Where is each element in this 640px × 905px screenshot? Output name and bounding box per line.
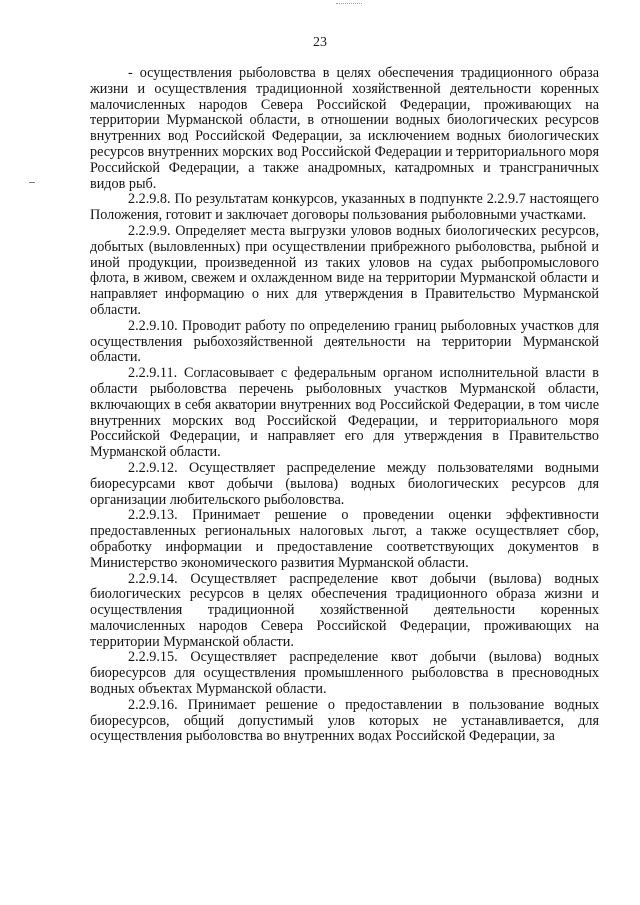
body-text bbox=[90, 66, 599, 745]
paragraph-2-2-9-8: 2.2.9.8. По результатам конкурсов, указанных в подпункте 2.2.9.7 настоящего Положения, готовит и заключает договоры пользования рыболовными участками. bbox=[90, 191, 599, 224]
paragraph-2-2-9-10: 2.2.9.10. Проводит работу по определению границ рыболовных участков для осуществления рыбохозяйственной деятельности на территории Мурманской области. bbox=[90, 317, 599, 366]
margin-mark bbox=[29, 182, 35, 183]
top-edge-fragment bbox=[336, 0, 362, 4]
paragraph-2-2-9-12: 2.2.9.12. Осуществляет распределение между пользователями водными биоресурсами квот добычи (вылова) водных биологических ресурсов для организации любительского рыболовства. bbox=[90, 459, 599, 508]
paragraph-2-2-9-15: 2.2.9.15. Осуществляет распределение квот добычи (вылова) водных биоресурсов для осуществления промышленного рыболовства в пресноводных водных объектах Мурманской области. bbox=[90, 649, 599, 698]
paragraph-2-2-9-13: 2.2.9.13. Принимает решение о проведении оценки эффективности предоставленных региональных налоговых льгот, а также осуществляет сбор, обработку информации и предоставление соответствующих документов в Министерство экономического развития Мурманской области. bbox=[90, 507, 599, 571]
paragraph-list-item: - осуществления рыболовства в целях обеспечения традиционного образа жизни и осуществления традиционной хозяйственной деятельности коренных малочисленных народов Севера Российской Федерации, проживающих на территории Мурманской области, в отношении водных биологических ресурсов внутренних вод Российской Федерации, за исключением водных биологических ресурсов внутренних морских вод Российской Федерации и территориального моря Российской Федерации, а также анадромных, катадромных и трансграничных видов рыб. bbox=[90, 65, 599, 192]
paragraph-2-2-9-9: 2.2.9.9. Определяет места выгрузки уловов водных биологических ресурсов, добытых (выловленных) при осуществлении прибрежного рыболовства, рыбной и иной продукции, произведенной из таких уловов на судах рыбопромыслового флота, в живом, свежем и охлажденном виде на территории Мурманской области и направляет информацию о них для утверждения в Правительство Мурманской области. bbox=[90, 222, 599, 318]
page-number: 23 bbox=[313, 35, 327, 50]
paragraph-2-2-9-14: 2.2.9.14. Осуществляет распределение квот добычи (вылова) водных биологических ресурсов в целях обеспечения традиционного образа жизни и осуществления традиционной хозяйственной деятельности коренных малочисленных народов Севера Российской Федерации, проживающих на территории Мурманской области. bbox=[90, 570, 599, 650]
paragraph-2-2-9-16: 2.2.9.16. Принимает решение о предоставлении в пользование водных биоресурсов, общий допустимый улов которых не устанавливается, для осуществления рыболовства во внутренних водах Российской Федерации, за bbox=[90, 696, 599, 745]
paragraph-2-2-9-11: 2.2.9.11. Согласовывает с федеральным органом исполнительной власти в области рыболовства перечень рыболовных участков Мурманской области, включающих в себя акватории внутренних вод Российской Федерации, в том числе внутренних морских вод Российской Федерации, и территориального моря Российской Федерации, и направляет его для утверждения в Правительство Мурманской области. bbox=[90, 365, 599, 461]
